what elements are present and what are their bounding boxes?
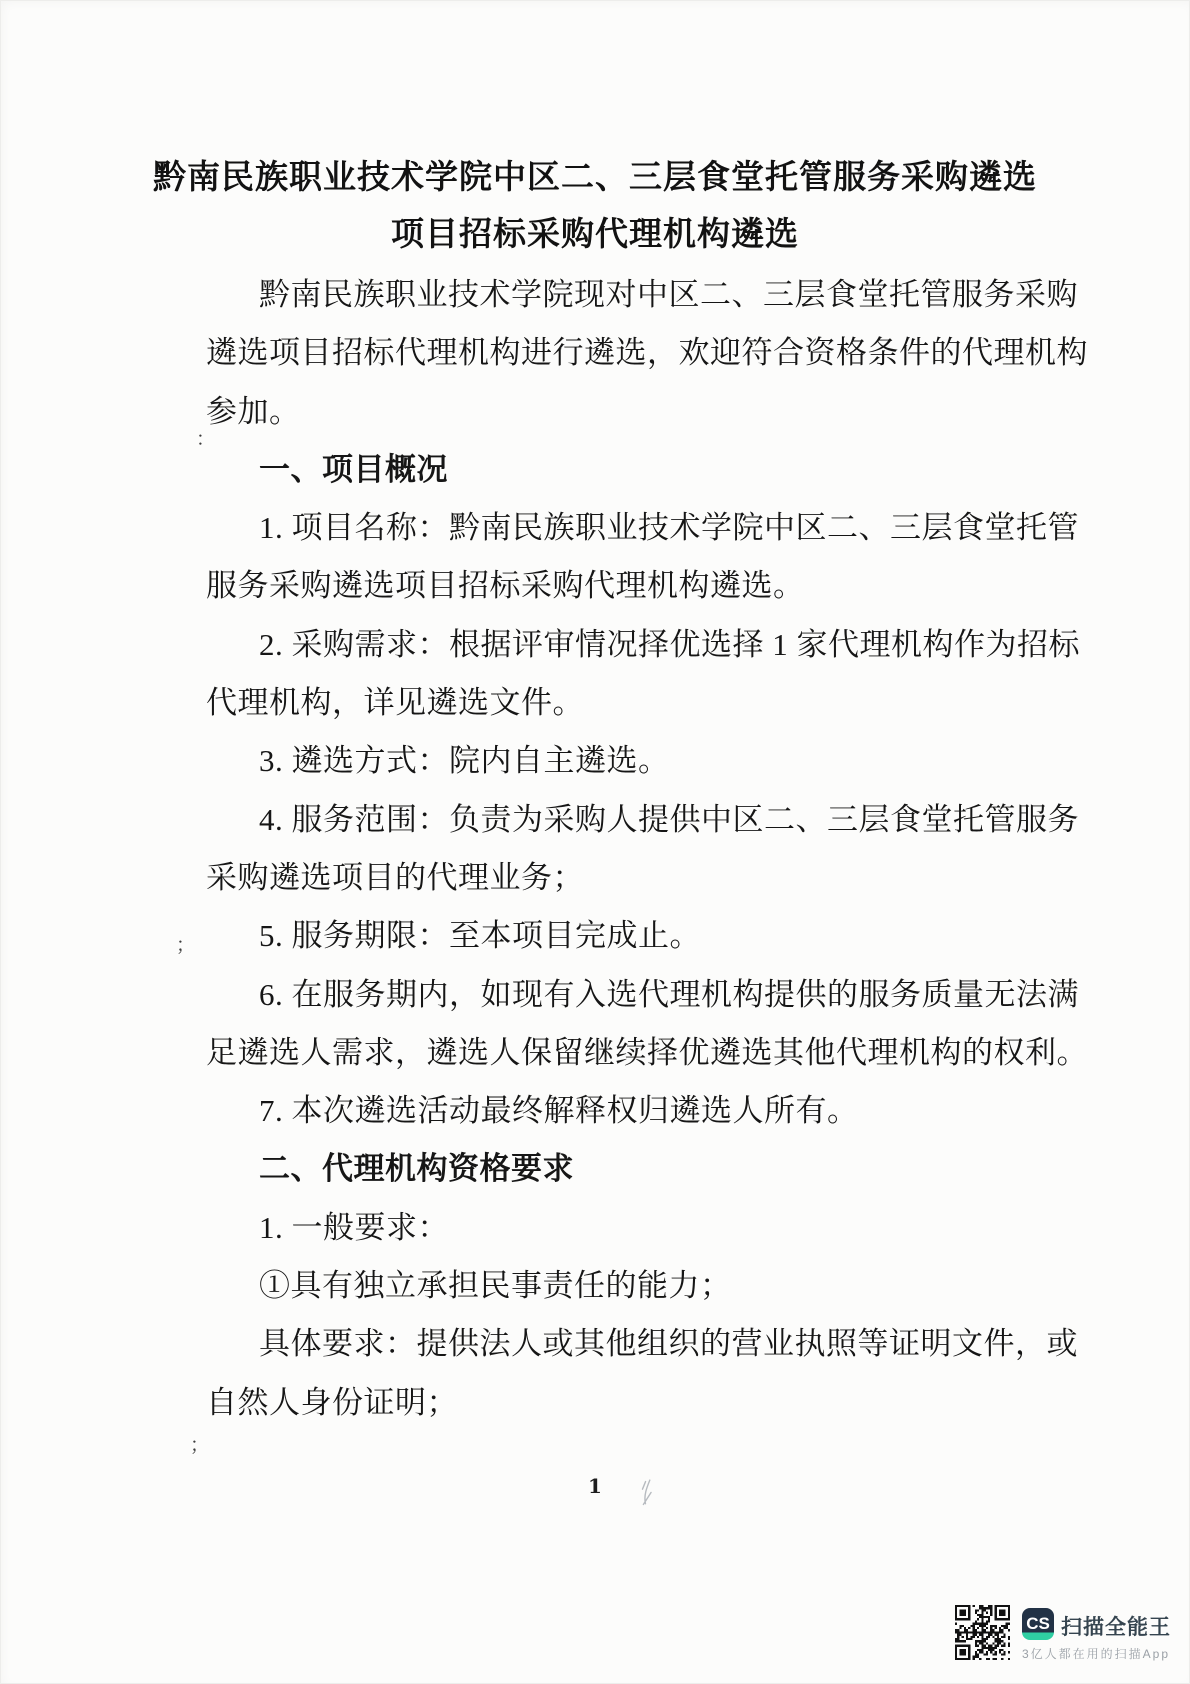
document-title-line: 项目招标采购代理机构遴选 xyxy=(391,215,799,252)
document-line: 1. 一般要求： xyxy=(259,1209,449,1245)
document-line: 一、项目概况 xyxy=(259,451,448,487)
document-line: 足遴选人需求，遴选人保留继续择优遴选其他代理机构的权利。 xyxy=(206,1034,1088,1070)
document-title xyxy=(0,148,1190,262)
page-number: 1 xyxy=(588,1474,602,1498)
scan-artifact-mark: ； xyxy=(190,1435,210,1456)
document-line: 代理机构，详见遴选文件。 xyxy=(206,685,584,721)
document-title-line: 黔南民族职业技术学院中区二、三层食堂托管服务采购遴选 xyxy=(153,158,1037,195)
document-line: ①具有独立承担民事责任的能力； xyxy=(259,1268,732,1304)
document-line: 7. 本次遴选活动最终解释权归遴选人所有。 xyxy=(259,1093,859,1129)
camscanner-tagline: 3亿人都在用的扫描App xyxy=(1022,1647,1171,1661)
camscanner-watermark xyxy=(955,1604,1170,1666)
qr-code xyxy=(955,1605,1010,1660)
document-line: 黔南民族职业技术学院现对中区二、三层食堂托管服务采购 xyxy=(259,277,1078,312)
camscanner-logo xyxy=(1022,1608,1054,1640)
scan-artifact-mark: ； xyxy=(176,935,196,956)
document-line: 遴选项目招标代理机构进行遴选，欢迎符合资格条件的代理机构 xyxy=(206,335,1088,371)
document-line: 二、代理机构资格要求 xyxy=(259,1151,574,1187)
document-line: 3. 遴选方式：院内自主遴选。 xyxy=(259,743,670,779)
document-line: 2. 采购需求：根据评审情况择优选择 1 家代理机构作为招标 xyxy=(259,626,1080,662)
document-body xyxy=(206,266,1088,1432)
scan-artifact-scribble xyxy=(636,1477,660,1509)
document-line: 4. 服务范围：负责为采购人提供中区二、三层食堂托管服务 xyxy=(259,801,1079,837)
document-line: 5. 服务期限：至本项目完成止。 xyxy=(259,918,701,954)
document-line: 服务采购遴选项目招标采购代理机构遴选。 xyxy=(206,568,805,604)
camscanner-logo-letters: CS xyxy=(1026,1614,1050,1633)
document-line: 1. 项目名称：黔南民族职业技术学院中区二、三层食堂托管 xyxy=(259,510,1079,546)
camscanner-app-name: 扫描全能王 xyxy=(1061,1616,1171,1639)
document-line: 参加。 xyxy=(206,393,301,429)
document-line: 采购遴选项目的代理业务； xyxy=(206,859,584,895)
document-line: 自然人身份证明； xyxy=(206,1384,458,1420)
document-line: 6. 在服务期内，如现有入选代理机构提供的服务质量无法满 xyxy=(259,976,1079,1012)
scan-artifact-mark: ： xyxy=(196,429,216,450)
document-line: 具体要求：提供法人或其他组织的营业执照等证明文件，或 xyxy=(259,1326,1078,1362)
